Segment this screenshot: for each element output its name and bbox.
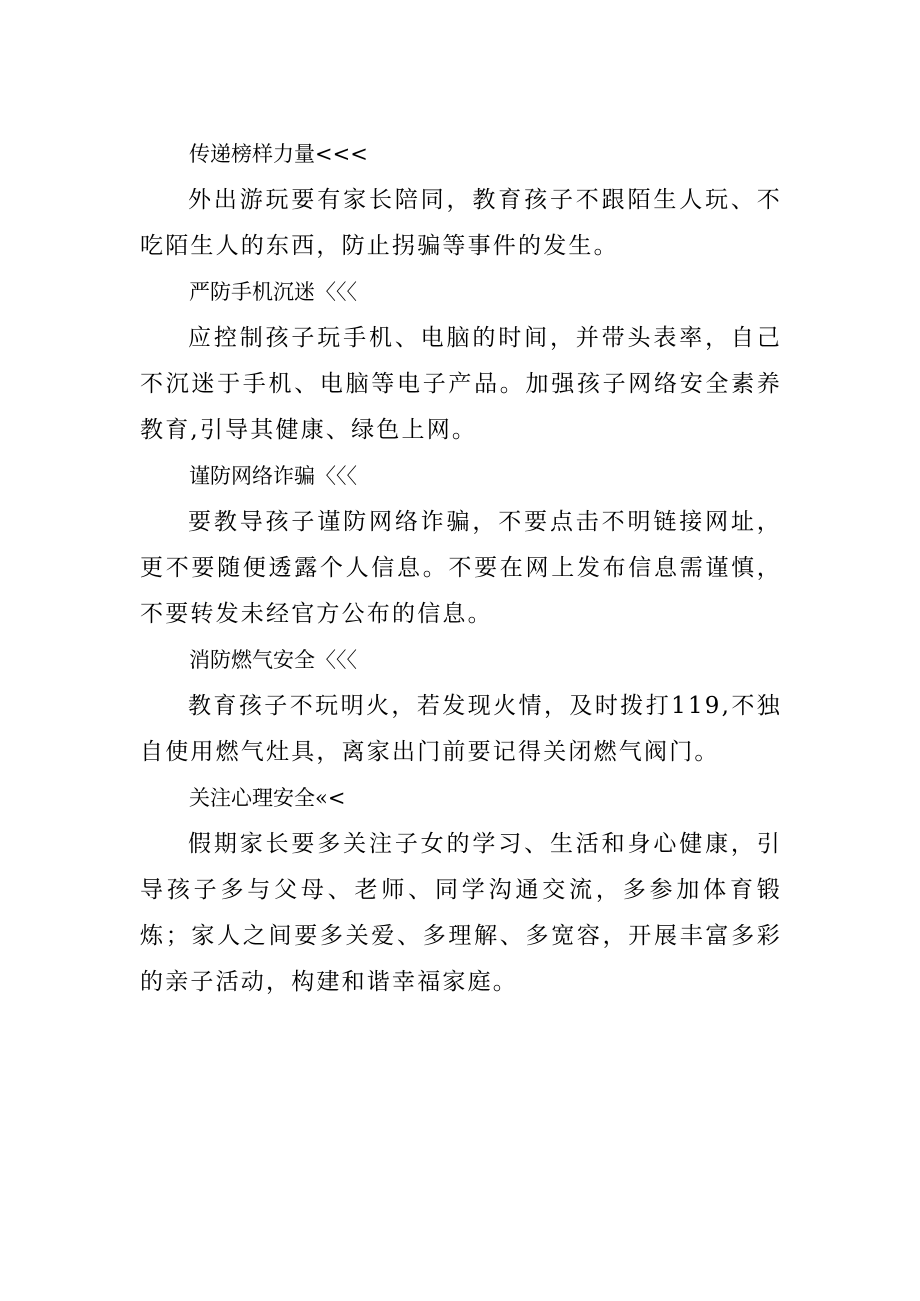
section-heading-mental-safety: 关注心理安全«< — [189, 786, 346, 810]
section-body-online-fraud: 要教导孩子谨防网络诈骗，不要点击不明链接网址，更不要随便透露个人信息。不要在网上发布信息需谨慎，不要转发未经官方公布的信息。 — [140, 509, 782, 627]
section-body-mental-safety: 假期家长要多关注子女的学习、生活和身心健康，引导孩子多与父母、老师、同学沟通交流，多参加体育锻炼；家人之间要多关爱、多理解、多宽容，开展丰富多彩的亲子活动，构建和谐幸福家庭。 — [140, 831, 782, 995]
section-body-phone-addiction: 应控制孩子玩手机、电脑的时间，并带头表率，自己不沉迷于手机、电脑等电子产品。加强孩子网络安全素养教育,引导其健康、绿色上网。 — [140, 325, 782, 443]
section-heading-phone-addiction: 严防手机沉迷〈〈〈 — [189, 280, 357, 304]
section-heading-online-fraud: 谨防网络诈骗〈〈〈 — [189, 464, 357, 488]
section-body-fire-gas-safety: 教育孩子不玩明火，若发现火情，及时拨打119,不独自使用燃气灶具，离家出门前要记得关闭燃气阀门。 — [140, 693, 782, 765]
section-body-role-model: 外出游玩要有家长陪同，教育孩子不跟陌生人玩、不吃陌生人的东西，防止拐骗等事件的发生。 — [140, 187, 782, 259]
section-heading-fire-gas-safety: 消防燃气安全〈〈〈 — [189, 648, 357, 672]
section-heading-role-model: 传递榜样力量<<< — [189, 142, 368, 166]
document-body — [140, 131, 782, 1005]
